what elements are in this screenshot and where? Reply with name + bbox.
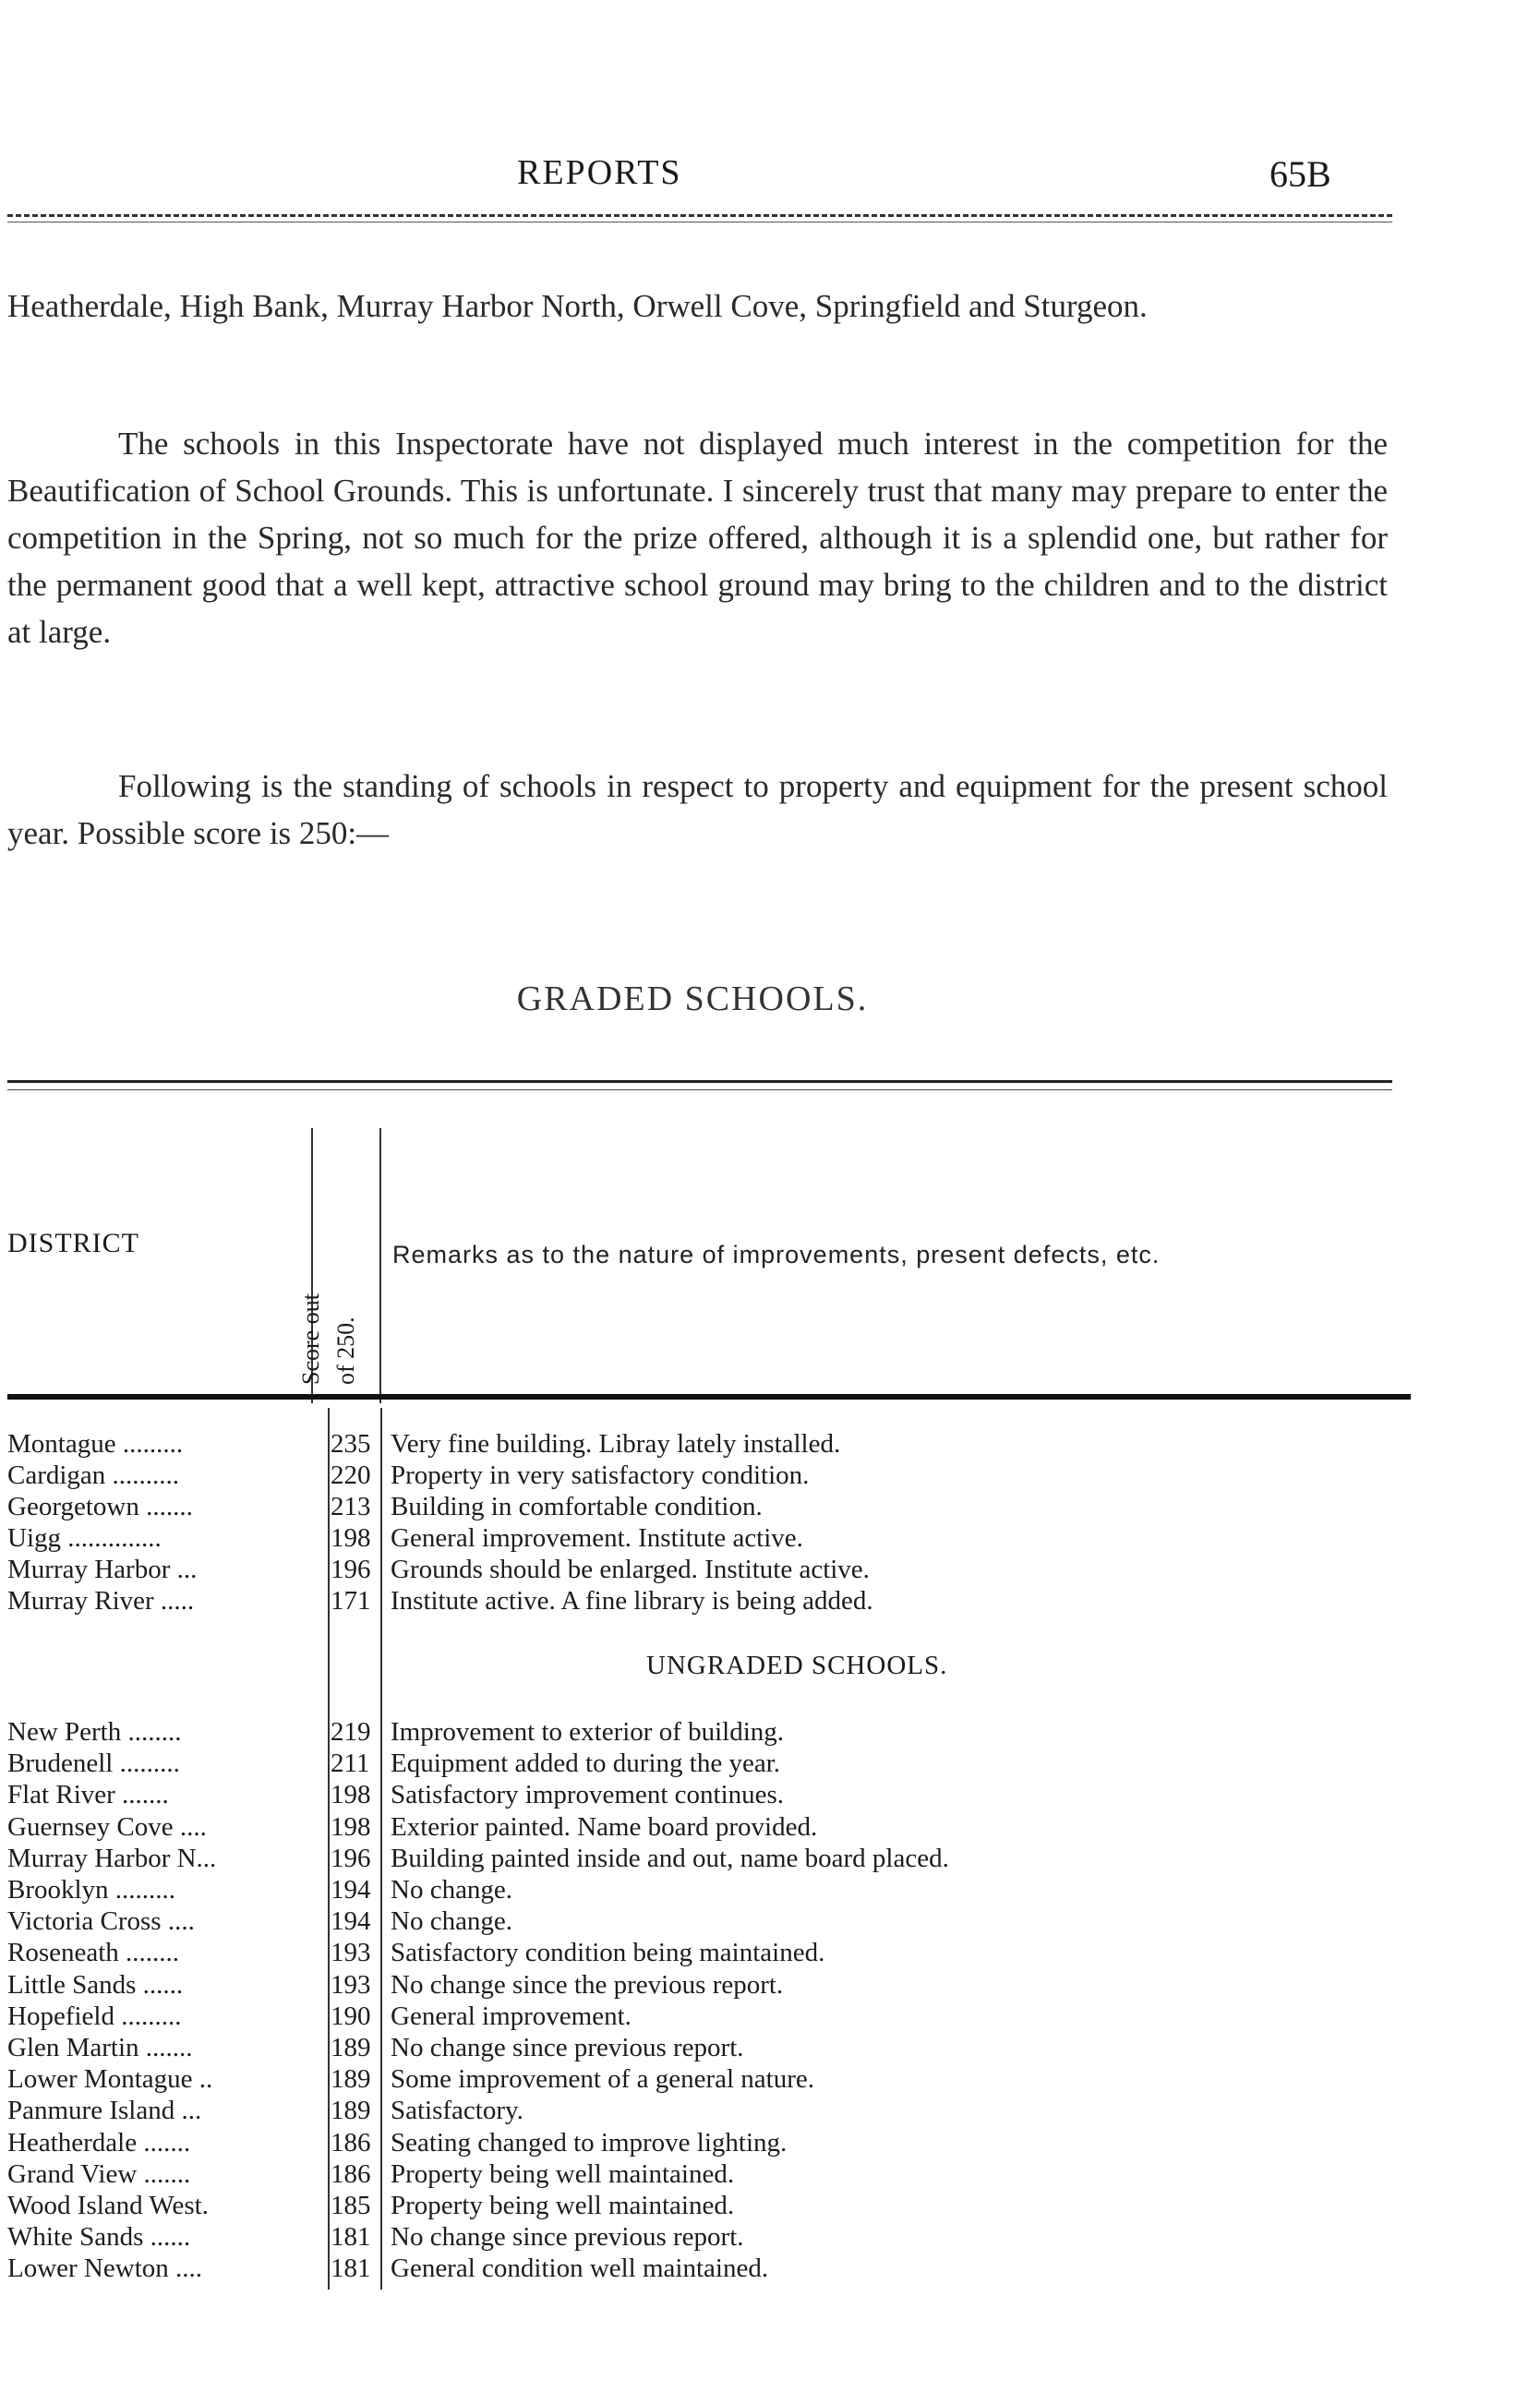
table-row: [7, 1492, 1402, 1523]
district-cell: Heatherdale .......: [7, 2127, 191, 2158]
table-row: [7, 1970, 1402, 2001]
district-cell: Hopefield .........: [7, 2001, 182, 2031]
header-rule: [7, 214, 1392, 217]
page-number: 65B: [1269, 153, 1331, 195]
district-cell: Little Sands ......: [7, 1969, 184, 2000]
table-row: [7, 1906, 1402, 1938]
district-cell: Guernsey Cove ....: [7, 1811, 207, 1842]
score-cell: 196: [331, 1843, 371, 1873]
score-cell: 181: [331, 2254, 371, 2284]
paragraph-beautification: The schools in this Inspectorate have not displayed much interest in the competition for the Beautification of School Grounds. This is unfortunate. I sincerely trust that many may prepare to enter the competition in the Spring, not so much for the prize offered, although it is a splendid one, but rather for the permanent good that a well kept, attractive school ground may bring to the children and to the district at large.: [7, 426, 1388, 650]
remarks-cell: Property being well maintained.: [391, 2191, 735, 2220]
district-cell: Uigg ..............: [7, 1523, 162, 1553]
remarks-cell: Improvement to exterior of building.: [391, 1717, 785, 1747]
remarks-cell: General improvement.: [391, 2001, 632, 2031]
district-cell: Murray River .....: [7, 1586, 195, 1616]
remarks-cell: Satisfactory.: [391, 2096, 523, 2126]
remarks-cell: Exterior painted. Name board provided.: [391, 1811, 818, 1842]
district-cell: Brudenell .........: [7, 1749, 180, 1779]
table-header-rule: [7, 1394, 1411, 1400]
table-top-rule: [7, 1080, 1392, 1083]
district-cell: Glen Martin .......: [7, 2033, 193, 2062]
remarks-cell: Property in very satisfactory condition.: [391, 1460, 810, 1490]
score-cell: 194: [331, 1875, 371, 1905]
table-row: [7, 2222, 1402, 2254]
remarks-cell: No change.: [391, 1906, 513, 1937]
table-row: [7, 2159, 1402, 2191]
ungraded-schools-title: UNGRADED SCHOOLS.: [646, 1651, 948, 1680]
district-cell: Roseneath ........: [7, 1938, 180, 1968]
remarks-cell: No change since the previous report.: [391, 1969, 784, 2000]
district-cell: Wood Island West.: [7, 2191, 209, 2220]
score-cell: 194: [331, 1906, 371, 1937]
score-cell: 211: [331, 1749, 370, 1779]
district-cell: Flat River .......: [7, 1780, 169, 1810]
remarks-cell: General improvement. Institute active.: [391, 1523, 803, 1553]
district-cell: Murray Harbor N...: [7, 1843, 217, 1873]
score-cell: 198: [331, 1523, 371, 1553]
table-row: [7, 2254, 1402, 2285]
score-cell: 196: [331, 1555, 371, 1584]
score-cell: 213: [331, 1492, 371, 1521]
score-cell: 189: [331, 2096, 371, 2126]
table-row: [7, 1523, 1402, 1555]
score-cell: 186: [331, 2158, 371, 2189]
paragraph-continuation: Heatherdale, High Bank, Murray Harbor North, Orwell Cove, Springfield and Sturgeon.: [7, 288, 1148, 324]
table-row: [7, 1875, 1402, 1906]
table-row: [7, 1555, 1402, 1586]
score-cell: 190: [331, 2001, 371, 2031]
district-cell: Lower Newton ....: [7, 2254, 203, 2284]
column-header-score: [297, 1228, 380, 1385]
score-cell: 193: [331, 1969, 371, 2000]
score-cell: 189: [331, 2033, 371, 2062]
table-row: [7, 1460, 1402, 1492]
score-cell: 189: [331, 2064, 371, 2095]
remarks-cell: No change.: [391, 1875, 513, 1905]
table-row: [7, 1812, 1402, 1844]
column-header-district: DISTRICT: [7, 1228, 139, 1258]
score-cell: 193: [331, 1938, 371, 1968]
score-cell: 198: [331, 1780, 371, 1810]
table-row: [7, 2191, 1402, 2222]
page-title: REPORTS: [517, 153, 682, 192]
table-row: [7, 1749, 1402, 1780]
table-row: [7, 2033, 1402, 2064]
score-cell: 186: [331, 2127, 371, 2158]
remarks-cell: No change since previous report.: [391, 2033, 744, 2062]
paragraph-standing: Following is the standing of schools in respect to property and equipment for the present school year. Possible score is 250:—: [7, 768, 1388, 851]
score-cell: 181: [331, 2222, 371, 2253]
district-cell: Grand View .......: [7, 2158, 191, 2189]
table-row: [7, 1844, 1402, 1875]
remarks-cell: Grounds should be enlarged. Institute active.: [391, 1555, 870, 1584]
remarks-cell: Property being well maintained.: [391, 2158, 735, 2189]
table-row: [7, 2064, 1402, 2096]
score-cell: 219: [331, 1717, 371, 1747]
district-cell: Cardigan ..........: [7, 1460, 180, 1490]
score-cell: 235: [331, 1429, 371, 1459]
section-title: GRADED SCHOOLS.: [516, 980, 869, 1018]
score-cell: 185: [331, 2191, 371, 2220]
remarks-cell: Institute active. A fine library is being added.: [391, 1586, 873, 1616]
district-cell: Georgetown .......: [7, 1492, 193, 1521]
district-cell: Panmure Island ...: [7, 2096, 202, 2126]
remarks-cell: Satisfactory improvement continues.: [391, 1780, 785, 1810]
score-cell: 198: [331, 1811, 371, 1842]
table-top-rule-thin: [7, 1089, 1392, 1090]
remarks-cell: Very fine building. Libray lately installed.: [391, 1429, 841, 1459]
remarks-cell: No change since previous report.: [391, 2222, 744, 2253]
remarks-cell: Some improvement of a general nature.: [391, 2064, 815, 2095]
district-cell: Lower Montague ..: [7, 2064, 213, 2095]
running-head: [0, 152, 1540, 208]
district-cell: Murray Harbor ...: [7, 1555, 198, 1584]
district-cell: White Sands ......: [7, 2222, 191, 2253]
score-header-line1: Score out: [297, 1293, 324, 1385]
remarks-cell: Building painted inside and out, name board placed.: [391, 1843, 949, 1873]
table-row: [7, 2128, 1402, 2159]
table-row: [7, 1938, 1402, 1969]
table-row: [7, 1429, 1402, 1460]
table-row: [7, 2096, 1402, 2127]
remarks-cell: Building in comfortable condition.: [391, 1492, 763, 1521]
district-cell: New Perth ........: [7, 1717, 182, 1747]
district-cell: Brooklyn .........: [7, 1875, 176, 1905]
column-header-remarks: Remarks as to the nature of improvements, present defects, etc.: [392, 1241, 1161, 1268]
remarks-cell: Satisfactory condition being maintained.: [391, 1938, 825, 1968]
table-row: [7, 1780, 1402, 1811]
table-row: [7, 1586, 1402, 1617]
remarks-cell: General condition well maintained.: [391, 2254, 769, 2284]
remarks-cell: Seating changed to improve lighting.: [391, 2127, 788, 2158]
score-cell: 171: [331, 1586, 371, 1616]
district-cell: Victoria Cross ....: [7, 1906, 195, 1937]
table-row: [7, 1717, 1402, 1749]
district-cell: Montague .........: [7, 1429, 184, 1459]
remarks-cell: Equipment added to during the year.: [391, 1749, 781, 1779]
table-row: [7, 2001, 1402, 2033]
score-header-line2: of 250.: [332, 1316, 359, 1385]
score-cell: 220: [331, 1460, 371, 1490]
